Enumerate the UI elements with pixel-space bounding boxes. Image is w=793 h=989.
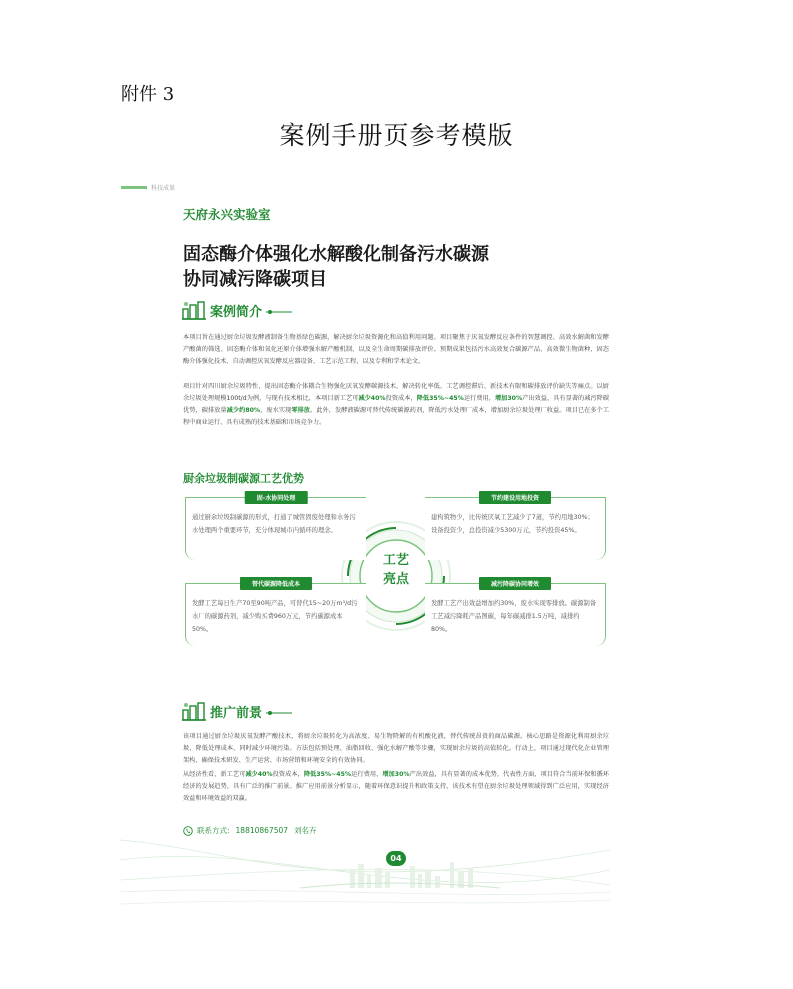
advantage-card-2-body: 建构筑物少，比传统厌氧工艺减少了7道，节约用地30%；设备投资少，总投资减少5300万元，节约投资45%。 [431,514,594,534]
advantage-card-4-head: 减污降碳协同增效 [479,577,551,590]
advantages-title: 厨余垃圾制碳源工艺优势 [183,472,304,485]
contact-label: 联系方式: [197,826,230,835]
project-title [183,242,489,292]
city-skyline-decoration [120,830,610,910]
advantage-card-4-body: 发酵工艺产出效益增加约30%，废水实现零排放。碳源制备工艺减污降耗产品图碳，每年碳减排1.5万吨，减排约80%。 [431,600,597,633]
contact-phone: 18810867507 [235,826,289,835]
document-title: 案例手册页参考模版 [279,121,514,150]
advantage-card-2-head: 节约建设用地投资 [479,491,551,504]
factory-icon [182,701,206,721]
advantage-card-1 [185,497,366,560]
advantage-card-2 [425,497,606,560]
advantage-card-3 [185,583,366,646]
promotion-paragraph-2: 从经济性看，新工艺可减少40%投资成本，降低35%~45%运行费用，增加30%产出效益，具有显著的成本优势，代表性方面，项目符合当前环保和循环经济的发展趋势，具有广泛的推广前景。推广应用前景分析显示，随着环保意识提升和政策支持，该技术有望在厨余垃圾处理领域得到广泛应用，实现经济效益和环境效益的双赢。 [183,771,610,802]
intro-paragraph-1: 本项目旨在通过厨余垃圾发酵液制备生物基绿色碳源，解决厨余垃圾资源化和高值利用问题。项目聚焦于厌氧发酵反应条件的智慧调控、高效水解菌和发酵产酸菌的筛选、固态酶介体和氧化还原介体增强水解产酸机制，以及全生命周期碳排放评价。预期成果包括污水高效复合碳源产品、高效微生物菌种、固态酶介体强化技术、自动调控厌氧发酵反应器设备、工艺示范工程，以及专利和学术论文。 [183,334,609,365]
page-number: 04 [386,851,406,866]
category-tag [121,183,175,192]
intro-paragraph-2: 项目针对四川厨余垃圾特性，提出固态酶介体耦合生物强化厌氧发酵碳源技术，解决转化率低、工艺调控滞后、新技术有限和碳排放评价缺失等痛点。以厨余垃圾处理规模100t/d为例，与现有技术相比，本项目新工艺可减少40%投资成本，降低35%~45%运行费用，增加30%产出效益，具有显著的减污降碳优势，碳排放量减少约80%，废水实现零排放。此外，发酵液碳源可替代传统碳源药剂，降低污水处理厂成本，增加厨余垃圾处理厂收益。项目已在多个工程中商业运行，具有成熟的技术基础和市场竞争力。 [183,383,610,426]
contact-name: 刘名卉 [294,826,317,835]
advantage-card-3-body: 发酵工艺每日生产70至90吨产品，可替代15~20万m³/d污水厂的碳源药剂，减少购买费960万元，节约碳源成本50%。 [192,600,358,633]
advantage-card-1-body: 通过厨余垃圾制碳源的形式，打通了城管固废处理和水务污水处理两个重要环节，充分体现城市内循环的理念。 [192,514,356,534]
project-title-line-2: 协同减污降碳项目 [183,269,327,290]
section-heading-intro [182,300,292,320]
title-underline-decoration [266,707,292,715]
category-tag-text: 科技成果 [151,185,176,192]
section-heading-promotion [182,701,292,721]
lab-name: 天府永兴实验室 [183,207,271,222]
attachment-label: 附件 3 [121,84,175,105]
center-highlight-text: 工艺 亮点 [382,553,409,587]
title-underline-decoration [266,306,292,314]
advantage-card-4 [425,583,606,646]
tag-bar [121,186,147,189]
factory-icon [182,300,206,320]
project-title-line-1: 固态酶介体强化水解酸化制备污水碳源 [183,244,489,265]
advantage-card-3-head: 替代碳源降低成本 [240,577,312,590]
advantage-card-1-head: 固-水协同处理 [245,491,308,504]
section-title-promotion: 推广前景 [210,705,263,721]
promotion-paragraph-1: 该项目通过厨余垃圾厌氧发酵产酸技术，将厨余垃圾转化为高浓度、易生物降解的有机酸化液，替代传统昂贵的商品碳源。核心思路是资源化利用厨余垃圾，降低处理成本，同时减少环境污染。方法包括预处理、油脂回收、强化水解产酸等步骤，实现厨余垃圾的高值转化。行动上，项目通过现代化企业管理架构，确保技术研发、生产运营、市场营销和环境安全的有效协同。 [183,733,609,764]
section-title-intro: 案例简介 [210,304,263,320]
